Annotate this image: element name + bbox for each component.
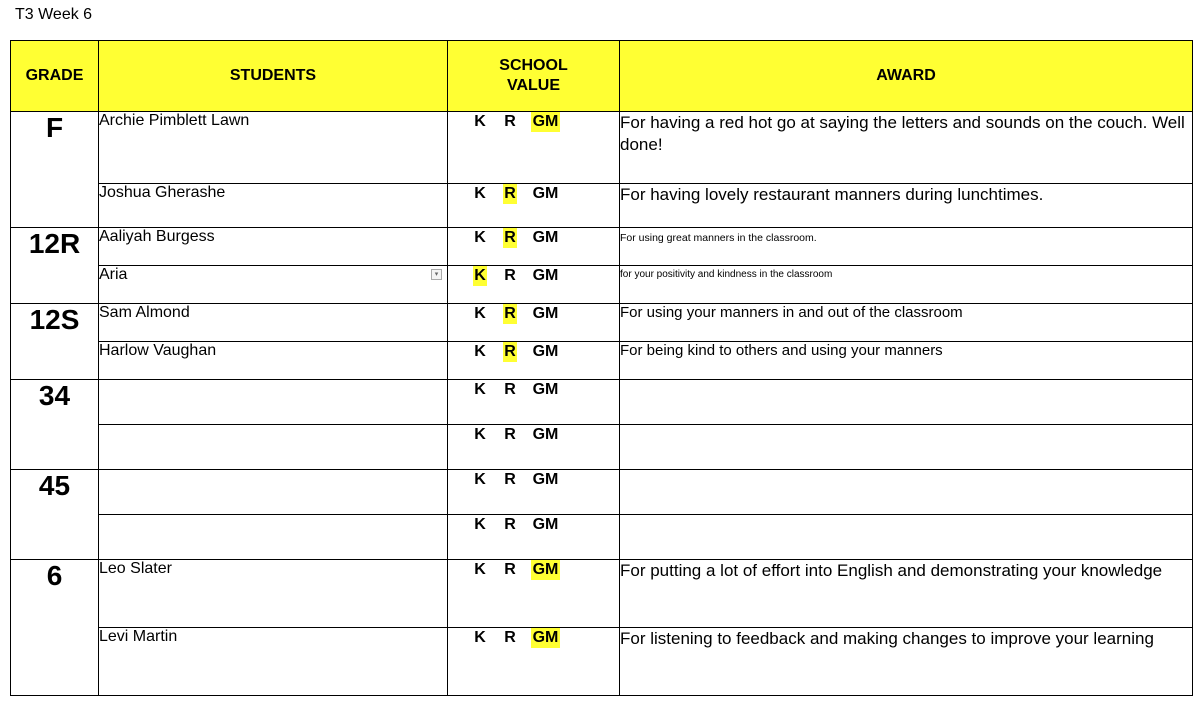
award-cell[interactable] — [620, 470, 1193, 515]
school-value-cell — [448, 470, 620, 515]
table-row — [11, 380, 1193, 425]
school-value-cell — [448, 266, 620, 304]
value-k-selected: K — [474, 267, 486, 284]
award-text: For putting a lot of effort into English and demonstrating your knowledge — [620, 561, 1163, 580]
value-r: R — [504, 267, 516, 284]
grade-cell: 12R — [11, 228, 99, 304]
value-r: R — [504, 426, 516, 443]
value-gm: GM — [532, 305, 559, 322]
document-title: T3 Week 6 — [15, 6, 93, 23]
table-row — [11, 560, 1193, 628]
value-r: R — [504, 629, 516, 646]
value-gm: GM — [532, 229, 559, 246]
school-value-header-line2: VALUE — [506, 77, 561, 94]
award-cell[interactable] — [620, 266, 1193, 304]
value-r-selected: R — [504, 305, 516, 322]
award-text: For having a red hot go at saying the letters and sounds on the couch. Well done! — [620, 113, 1185, 154]
student-name: Archie Pimblett Lawn — [99, 112, 250, 129]
school-value-cell — [448, 515, 620, 560]
student-cell[interactable] — [99, 228, 448, 266]
value-gm: GM — [532, 381, 559, 398]
school-value-cell — [448, 112, 620, 184]
award-header: AWARD — [620, 41, 1193, 112]
value-k: K — [474, 229, 486, 246]
grade-cell: F — [11, 112, 99, 228]
school-value-cell — [448, 228, 620, 266]
value-gm: GM — [532, 267, 559, 284]
award-text: For using great manners in the classroom. — [620, 232, 817, 244]
award-cell[interactable] — [620, 342, 1193, 380]
award-cell[interactable] — [620, 628, 1193, 696]
value-r: R — [504, 381, 516, 398]
awards-table — [10, 40, 1193, 696]
student-name: Levi Martin — [99, 628, 178, 645]
school-value-cell — [448, 342, 620, 380]
value-r: R — [504, 516, 516, 533]
student-name: Sam Almond — [99, 304, 190, 321]
value-r: R — [504, 471, 516, 488]
value-gm-selected: GM — [532, 561, 559, 578]
value-gm-selected: GM — [532, 113, 559, 130]
value-r: R — [504, 561, 516, 578]
value-gm: GM — [532, 516, 559, 533]
student-name: Leo Slater — [99, 560, 172, 577]
value-k: K — [474, 516, 486, 533]
header-row — [11, 41, 1193, 112]
award-cell[interactable] — [620, 112, 1193, 184]
award-cell[interactable] — [620, 304, 1193, 342]
award-text: For having lovely restaurant manners during lunchtimes. — [620, 185, 1044, 204]
grade-cell: 6 — [11, 560, 99, 696]
dropdown-arrow-icon[interactable]: ▾ — [431, 269, 442, 280]
table-row — [11, 228, 1193, 266]
student-cell[interactable] — [99, 112, 448, 184]
table-row — [11, 184, 1193, 228]
student-name: Joshua Gherashe — [99, 184, 226, 201]
value-k: K — [474, 185, 486, 202]
value-r-selected: R — [504, 229, 516, 246]
award-text: For being kind to others and using your manners — [620, 342, 943, 359]
value-gm: GM — [532, 471, 559, 488]
student-name: Aria — [99, 266, 128, 283]
table-row — [11, 266, 1193, 304]
grade-cell: 45 — [11, 470, 99, 560]
student-cell[interactable] — [99, 470, 448, 515]
award-text: for your positivity and kindness in the classroom — [620, 269, 833, 280]
table-row — [11, 112, 1193, 184]
students-header: STUDENTS — [99, 41, 448, 112]
value-gm: GM — [532, 343, 559, 360]
value-k: K — [474, 305, 486, 322]
award-text: For listening to feedback and making changes to improve your learning — [620, 629, 1154, 648]
award-cell[interactable] — [620, 184, 1193, 228]
award-cell[interactable] — [620, 228, 1193, 266]
school-value-cell — [448, 184, 620, 228]
student-cell[interactable] — [99, 628, 448, 696]
grade-cell: 12S — [11, 304, 99, 380]
student-cell[interactable] — [99, 560, 448, 628]
student-cell[interactable] — [99, 515, 448, 560]
school-value-header-line1: SCHOOL — [499, 57, 568, 74]
value-k: K — [474, 471, 486, 488]
school-value-cell — [448, 380, 620, 425]
grade-cell: 34 — [11, 380, 99, 470]
school-value-cell — [448, 560, 620, 628]
value-r-selected: R — [504, 185, 516, 202]
student-name: Aaliyah Burgess — [99, 228, 215, 245]
table-row — [11, 470, 1193, 515]
value-k: K — [474, 381, 486, 398]
award-text: For using your manners in and out of the classroom — [620, 304, 963, 321]
school-value-cell — [448, 304, 620, 342]
school-value-cell — [448, 628, 620, 696]
value-k: K — [474, 426, 486, 443]
student-cell[interactable] — [99, 380, 448, 425]
student-cell[interactable] — [99, 266, 448, 304]
table-row — [11, 425, 1193, 470]
value-r-selected: R — [504, 343, 516, 360]
table-row — [11, 342, 1193, 380]
school-value-cell — [448, 425, 620, 470]
school-value-header — [448, 41, 620, 112]
student-cell[interactable] — [99, 425, 448, 470]
student-name: Harlow Vaughan — [99, 342, 217, 359]
value-k: K — [474, 343, 486, 360]
value-gm-selected: GM — [532, 629, 559, 646]
student-cell[interactable] — [99, 304, 448, 342]
grade-header: GRADE — [11, 41, 99, 112]
value-k: K — [474, 629, 486, 646]
award-cell[interactable] — [620, 380, 1193, 425]
value-gm: GM — [532, 426, 559, 443]
student-cell[interactable] — [99, 184, 448, 228]
award-cell[interactable] — [620, 425, 1193, 470]
table-row — [11, 304, 1193, 342]
value-k: K — [474, 561, 486, 578]
value-gm: GM — [532, 185, 559, 202]
table-row — [11, 515, 1193, 560]
value-k: K — [474, 113, 486, 130]
value-r: R — [504, 113, 516, 130]
award-cell[interactable] — [620, 560, 1193, 628]
table-row — [11, 628, 1193, 696]
award-cell[interactable] — [620, 515, 1193, 560]
student-cell[interactable] — [99, 342, 448, 380]
